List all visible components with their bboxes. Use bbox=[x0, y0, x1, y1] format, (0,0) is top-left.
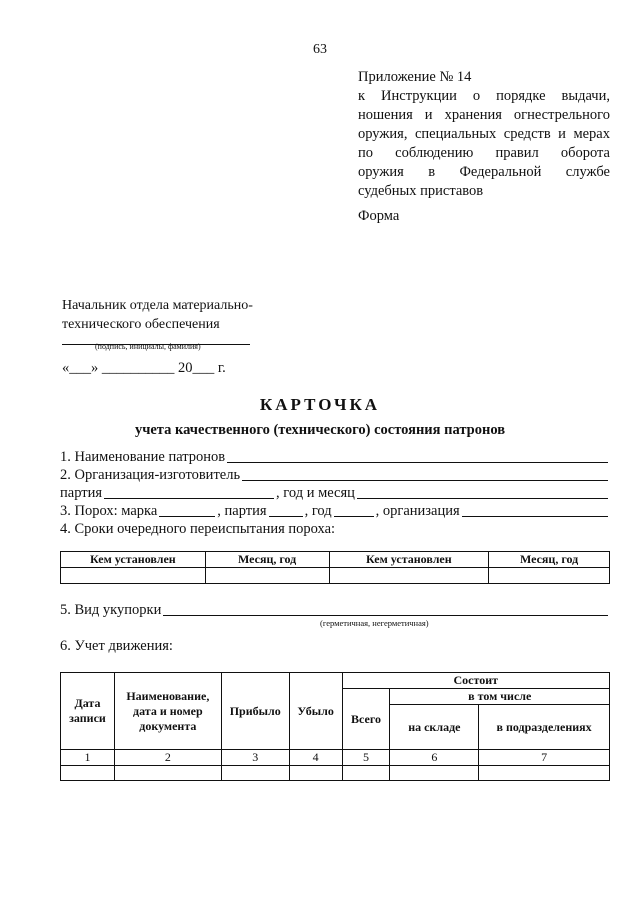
table-cell[interactable] bbox=[479, 766, 610, 781]
table-cell: 4 bbox=[289, 750, 342, 766]
field-label: , год и месяц bbox=[276, 485, 355, 501]
form-label: Форма bbox=[358, 208, 400, 224]
field-label: 4. Сроки очередного переиспытания пороха: bbox=[60, 521, 336, 537]
appendix-line: оружия, специальных средств и мерах bbox=[358, 126, 610, 142]
table-header-cell: Кем установлен bbox=[329, 552, 489, 568]
table-cell[interactable] bbox=[221, 766, 289, 781]
table-header-cell: Месяц, год bbox=[489, 552, 610, 568]
table-row bbox=[61, 568, 610, 584]
field-label: , год bbox=[304, 503, 332, 519]
field-label: 1. Наименование патронов bbox=[60, 449, 226, 465]
table-header-cell: Дата записи bbox=[61, 673, 115, 750]
card-title: КАРТОЧКА bbox=[259, 395, 381, 414]
signature-caption: (подпись, инициалы, фамилия) bbox=[95, 342, 201, 351]
retest-table bbox=[60, 551, 610, 584]
table-cell[interactable] bbox=[61, 568, 206, 584]
field-label: , партия bbox=[217, 503, 267, 519]
field-label: 5. Вид укупорки bbox=[60, 602, 162, 618]
table-header-cell: на складе bbox=[390, 705, 479, 750]
appendix-line: оружия в Федеральной службе bbox=[358, 164, 610, 180]
field-cartridge-name bbox=[60, 447, 610, 466]
table-header-cell: в том числе bbox=[390, 689, 610, 705]
table-header-row bbox=[61, 552, 610, 568]
appendix-header bbox=[358, 68, 610, 201]
appendix-line: ношения и хранения огнестрельного bbox=[358, 107, 610, 123]
table-cell[interactable] bbox=[289, 766, 342, 781]
table-cell: 5 bbox=[342, 750, 390, 766]
approver-title-line2: технического обеспечения bbox=[62, 317, 220, 332]
powder-org-blank[interactable] bbox=[462, 515, 608, 517]
packaging-caption: (герметичная, негерметичная) bbox=[320, 618, 429, 628]
table-cell[interactable] bbox=[329, 568, 489, 584]
field-movement bbox=[60, 636, 610, 655]
table-cell: 2 bbox=[114, 750, 221, 766]
table-cell: 6 bbox=[390, 750, 479, 766]
appendix-line: судебных приставов bbox=[358, 183, 484, 199]
appendix-line: к Инструкции о порядке выдачи, bbox=[358, 88, 610, 104]
appendix-title: Приложение № 14 bbox=[358, 69, 472, 85]
table-cell[interactable] bbox=[489, 568, 610, 584]
table-cell: 7 bbox=[479, 750, 610, 766]
page-number: 63 bbox=[313, 42, 327, 57]
field-label: партия bbox=[60, 485, 103, 501]
powder-year-blank[interactable] bbox=[334, 515, 374, 517]
field-powder bbox=[60, 501, 610, 520]
table-cell: 1 bbox=[61, 750, 115, 766]
approver-block bbox=[62, 296, 262, 334]
table-header-cell: Месяц, год bbox=[205, 552, 329, 568]
table-header-cell: в подразделениях bbox=[479, 705, 610, 750]
table-header-cell: Прибыло bbox=[221, 673, 289, 750]
manufacturer-blank[interactable] bbox=[242, 479, 608, 481]
table-cell[interactable] bbox=[342, 766, 390, 781]
packaging-blank[interactable] bbox=[163, 614, 608, 616]
field-label: 3. Порох: марка bbox=[60, 503, 158, 519]
field-label: 2. Организация-изготовитель bbox=[60, 467, 241, 483]
field-packaging bbox=[60, 600, 610, 619]
field-party-date bbox=[60, 483, 610, 502]
table-cell[interactable] bbox=[390, 766, 479, 781]
field-label: 6. Учет движения: bbox=[60, 638, 173, 654]
card-subtitle: учета качественного (технического) состояния патронов bbox=[134, 422, 506, 438]
movement-table bbox=[60, 672, 610, 781]
approval-date-line[interactable]: «___» __________ 20___ г. bbox=[62, 360, 226, 376]
table-header-cell: Убыло bbox=[289, 673, 342, 750]
table-header-cell: Всего bbox=[342, 689, 390, 750]
table-cell[interactable] bbox=[61, 766, 115, 781]
appendix-line: по соблюдению правил оборота bbox=[358, 145, 610, 161]
table-number-row bbox=[61, 750, 610, 766]
table-cell[interactable] bbox=[205, 568, 329, 584]
table-header-cell: Состоит bbox=[342, 673, 609, 689]
table-header-row bbox=[61, 673, 610, 689]
table-row bbox=[61, 766, 610, 781]
party-blank[interactable] bbox=[104, 497, 274, 499]
table-cell[interactable] bbox=[114, 766, 221, 781]
approver-title-line1: Начальник отдела материально- bbox=[62, 298, 253, 313]
table-cell: 3 bbox=[221, 750, 289, 766]
year-month-blank[interactable] bbox=[357, 497, 608, 499]
field-manufacturer bbox=[60, 465, 610, 484]
field-retest-dates bbox=[60, 519, 610, 538]
table-header-cell: Наименование, дата и номер документа bbox=[114, 673, 221, 750]
field-label: , организация bbox=[375, 503, 460, 519]
cartridge-name-blank[interactable] bbox=[227, 461, 608, 463]
powder-party-blank[interactable] bbox=[269, 515, 303, 517]
table-header-cell: Кем установлен bbox=[61, 552, 206, 568]
powder-brand-blank[interactable] bbox=[159, 515, 215, 517]
